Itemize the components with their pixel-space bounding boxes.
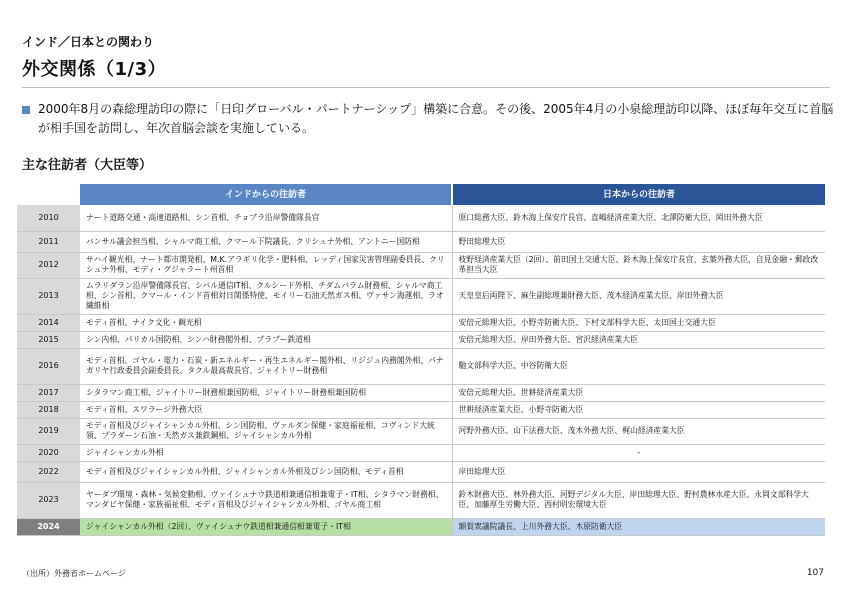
india-visitors-cell: モディ首相及びジャイシャンカル外相、シン国防相、ヴァルダン保健・家庭福祉相、コヴィンド大統領、プラダーン石油・天然ガス兼鉄鋼相、ジャイシャンカル外相 bbox=[80, 418, 452, 444]
table-row bbox=[17, 461, 825, 482]
source-note: （出所）外務省ホームページ bbox=[22, 569, 126, 578]
year-cell: 2020 bbox=[17, 444, 80, 461]
japan-column-header: 日本からの往訪者 bbox=[452, 184, 825, 205]
india-visitors-cell: モディ首相及びジャイシャンカル外相、ジャイシャンカル外相及びシン国防相、モディ首相 bbox=[80, 461, 452, 482]
table-row bbox=[17, 418, 825, 444]
visitors-table bbox=[17, 184, 825, 536]
india-visitors-cell: シン内相、パリカル国防相、シンハ財務閣外相、プラブー鉄道相 bbox=[80, 331, 452, 348]
india-visitors-cell: モディ首相、ナイク文化・観光相 bbox=[80, 314, 452, 331]
table-row bbox=[17, 252, 825, 278]
japan-visitors-cell: 安倍元総理大臣、岸田外務大臣、宮沢経済産業大臣 bbox=[452, 331, 825, 348]
table-row bbox=[17, 444, 825, 461]
india-column-header: インドからの往訪者 bbox=[80, 184, 452, 205]
india-visitors-cell: ジャイシャンカル外相 bbox=[80, 444, 452, 461]
year-cell: 2015 bbox=[17, 331, 80, 348]
table-row bbox=[17, 401, 825, 418]
year-cell: 2024 bbox=[17, 518, 80, 535]
japan-visitors-cell: 天皇皇后両陛下、麻生副総理兼財務大臣、茂木経済産業大臣、岸田外務大臣 bbox=[452, 278, 825, 314]
india-visitors-cell: ヤーダブ環境・森林・気候変動相、ヴァイシュナウ鉄道相兼通信相兼電子・IT相、シタラマン財務相、マンダビヤ保健・家族福祉相、モディ首相及びジャイシャンカル外相、ゴヤル商工相 bbox=[80, 482, 452, 518]
year-cell: 2018 bbox=[17, 401, 80, 418]
table-row bbox=[17, 482, 825, 518]
title-divider bbox=[22, 87, 830, 88]
year-cell: 2014 bbox=[17, 314, 80, 331]
table-row bbox=[17, 278, 825, 314]
bullet-square-icon bbox=[22, 106, 30, 114]
page-title: 外交関係（1/3） bbox=[22, 59, 167, 80]
japan-visitors-cell: 野田総理大臣 bbox=[452, 231, 825, 252]
india-visitors-cell: ジャイシャンカル外相（2回）、ヴァイシュナウ鉄道相兼通信相兼電子・IT相 bbox=[80, 518, 452, 535]
japan-visitors-cell: 安倍元総理大臣、世耕経済産業大臣 bbox=[452, 384, 825, 401]
japan-visitors-cell: 岸田総理大臣 bbox=[452, 461, 825, 482]
year-cell: 2013 bbox=[17, 278, 80, 314]
india-visitors-cell: サハイ観光相、ナート都市開発相、M.K.アラギリ化学・肥料相、レッディ国家災害管理副委員長、クリシュナ外相、モディ・グジャラート州首相 bbox=[80, 252, 452, 278]
japan-visitors-cell: 鈴木財務大臣、林外務大臣、河野デジタル大臣、岸田総理大臣、野村農林水産大臣、永岡文部科学大臣、加藤厚生労働大臣、西村明宏環境大臣 bbox=[452, 482, 825, 518]
japan-visitors-cell: 原口総務大臣、鈴木海上保安庁長官、直嶋経済産業大臣、北澤防衛大臣、岡田外務大臣 bbox=[452, 205, 825, 231]
japan-visitors-cell: 額賀衆議院議長、上川外務大臣、木原防衛大臣 bbox=[452, 518, 825, 535]
year-cell: 2011 bbox=[17, 231, 80, 252]
year-column-header bbox=[17, 184, 80, 205]
table-row bbox=[17, 331, 825, 348]
year-cell: 2017 bbox=[17, 384, 80, 401]
japan-visitors-cell: 馳文部科学大臣、中谷防衛大臣 bbox=[452, 348, 825, 384]
table-row bbox=[17, 205, 825, 231]
india-visitors-cell: モディ首相、ゴヤル・電力・石炭・新エネルギー・再生エネルギー閣外相、リジジュ内務閣外相、パナガリヤ行政委員会副委員長、タクル最高裁長官、ジャイトリー財務相 bbox=[80, 348, 452, 384]
summary-text: 2000年8月の森総理訪印の際に「日印グローバル・パートナーシップ」構築に合意。その後、2005年4月の小泉総理訪印以降、ほぼ毎年交互に首脳が相手国を訪問し、年次首脳会談を実施している。 bbox=[38, 102, 834, 135]
summary-bullet bbox=[22, 100, 837, 138]
japan-visitors-cell: 安倍元総理大臣、小野寺防衛大臣、下村文部科学大臣、太田国土交通大臣 bbox=[452, 314, 825, 331]
page-number: 107 bbox=[806, 568, 824, 578]
japan-visitors-cell: 世耕経済産業大臣、小野寺防衛大臣 bbox=[452, 401, 825, 418]
india-visitors-cell: ムラリダラン沿岸警備隊長官、シバル通信IT相、クルシード外相、チダムバラム財務相、シャルマ商工相、シン首相、クマール・インド首相対日関係特使、モイリー石油天然ガス相、ヴァサン海運相、ラオ繊維相 bbox=[80, 278, 452, 314]
table-row bbox=[17, 231, 825, 252]
japan-visitors-cell: - bbox=[452, 444, 825, 461]
year-cell: 2016 bbox=[17, 348, 80, 384]
table-row bbox=[17, 348, 825, 384]
india-visitors-cell: ナート道路交通・高速道路相、シン首相、チョプラ沿岸警備隊長官 bbox=[80, 205, 452, 231]
table-header-row bbox=[17, 184, 825, 205]
page-subtitle: インド／日本との関わり bbox=[22, 35, 155, 49]
india-visitors-cell: シタラマン商工相、ジャイトリー財務相兼国防相、ジャイトリー財務相兼国防相 bbox=[80, 384, 452, 401]
year-cell: 2012 bbox=[17, 252, 80, 278]
japan-visitors-cell: 河野外務大臣、山下法務大臣、茂木外務大臣、梶山経済産業大臣 bbox=[452, 418, 825, 444]
japan-visitors-cell: 枝野経済産業大臣（2回）、前田国土交通大臣、鈴木海上保安庁長官、玄葉外務大臣、自見金融・郵政改革担当大臣 bbox=[452, 252, 825, 278]
section-heading: 主な往訪者（大臣等） bbox=[22, 158, 153, 173]
year-cell: 2023 bbox=[17, 482, 80, 518]
year-cell: 2022 bbox=[17, 461, 80, 482]
table-row bbox=[17, 384, 825, 401]
year-cell: 2019 bbox=[17, 418, 80, 444]
table-row bbox=[17, 314, 825, 331]
year-cell: 2010 bbox=[17, 205, 80, 231]
india-visitors-cell: モディ首相、スワラージ外務大臣 bbox=[80, 401, 452, 418]
table-row bbox=[17, 518, 825, 535]
india-visitors-cell: バンサル議会担当相、シャルマ商工相、クマール下院議長、クリシュナ外相、アントニー国防相 bbox=[80, 231, 452, 252]
